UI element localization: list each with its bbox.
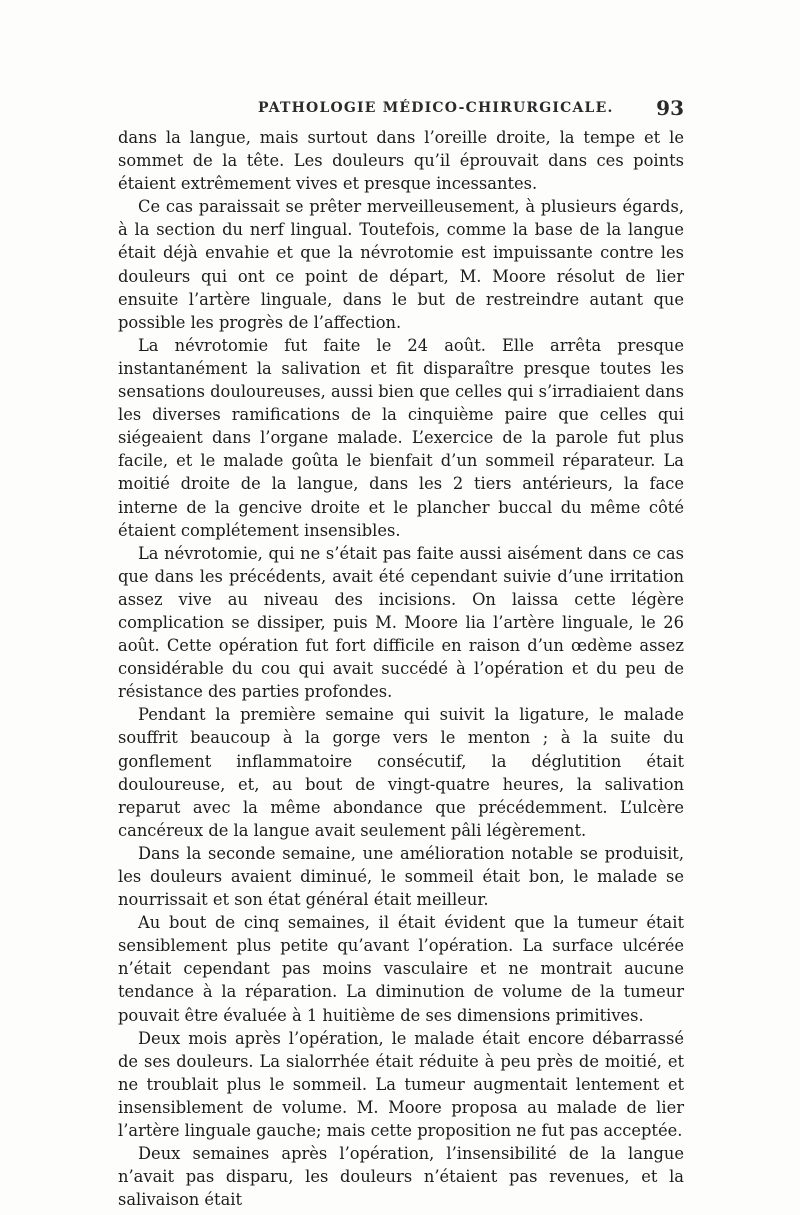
page-header: [118, 96, 684, 122]
paragraph: Pendant la première semaine qui suivit la ligature, le malade souffrit beaucoup à la gorge vers le menton ; à la suite du gonflement inflammatoire consécutif, la déglutition était douloureuse, et, au bout de vingt-quatre heures, la salivation reparut avec la même abondance que précédemment. L’ulcère cancéreux de la langue avait seulement pâli légèrement.: [118, 705, 684, 840]
paragraph: Deux mois après l’opération, le malade était encore débarrassé de ses douleurs. La sialorrhée était réduite à peu près de moitié, et ne troublait plus le sommeil. La tumeur augmentait lentement et insensiblement de volume. M. Moore proposa au malade de lier l’artère linguale gauche; mais cette proposition ne fut pas acceptée.: [118, 1028, 684, 1141]
running-title: PATHOLOGIE MÉDICO-CHIRURGICALE.: [258, 100, 614, 116]
page-number: 93: [656, 96, 684, 120]
body-text: [118, 126, 684, 1211]
paragraph: Dans la seconde semaine, une amélioration notable se produisit, les douleurs avaient diminué, le sommeil était bon, le malade se nourrissait et son état général était meilleur.: [118, 843, 684, 910]
paragraph: La névrotomie fut faite le 24 août. Elle arrêta presque instantanément la salivation et fit disparaître presque toutes les sensations douloureuses, aussi bien que celles qui s’irradiaient dans les diverses ramifications de la cinquième paire que celles qui siégeaient dans l’organe malade. L’exercice de la parole fut plus facile, et le malade goûta le bienfait d’un sommeil réparateur. La moitié droite de la langue, dans les 2 tiers antérieurs, la face interne de la gencive droite et le plancher buccal du même côté étaient complétement insensibles.: [118, 335, 684, 540]
paragraph: Ce cas paraissait se prêter merveilleusement, à plusieurs égards, à la section du nerf lingual. Toutefois, comme la base de la langue était déjà envahie et que la névrotomie est impuissante contre les douleurs qui ont ce point de départ, M. Moore résolut de lier ensuite l’artère linguale, dans le but de restreindre autant que possible les progrès de l’affection.: [118, 197, 684, 332]
paragraph: dans la langue, mais surtout dans l’oreille droite, la tempe et le sommet de la tête. Les douleurs qu’il éprouvait dans ces points étaient extrêmement vives et presque incessantes.: [118, 128, 684, 194]
paragraph: Deux semaines après l’opération, l’insensibilité de la langue n’avait pas disparu, les douleurs n’étaient pas revenues, et la salivaison était: [118, 1144, 684, 1210]
paragraph: La névrotomie, qui ne s’était pas faite aussi aisément dans ce cas que dans les précédents, avait été cependant suivie d’une irritation assez vive au niveau des incisions. On laissa cette légère complication se dissiper, puis M. Moore lia l’artère linguale, le 26 août. Cette opération fut fort difficile en raison d’un œdème assez considérable du cou qui avait succédé à l’opération et du peu de résistance des parties profondes.: [118, 543, 684, 702]
paragraph: Au bout de cinq semaines, il était évident que la tumeur était sensiblement plus petite qu’avant l’opération. La surface ulcérée n’était cependant pas moins vasculaire et ne montrait aucune tendance à la réparation. La diminution de volume de la tumeur pouvait être évaluée à 1 huitième de ses dimensions primitives.: [118, 913, 684, 1025]
